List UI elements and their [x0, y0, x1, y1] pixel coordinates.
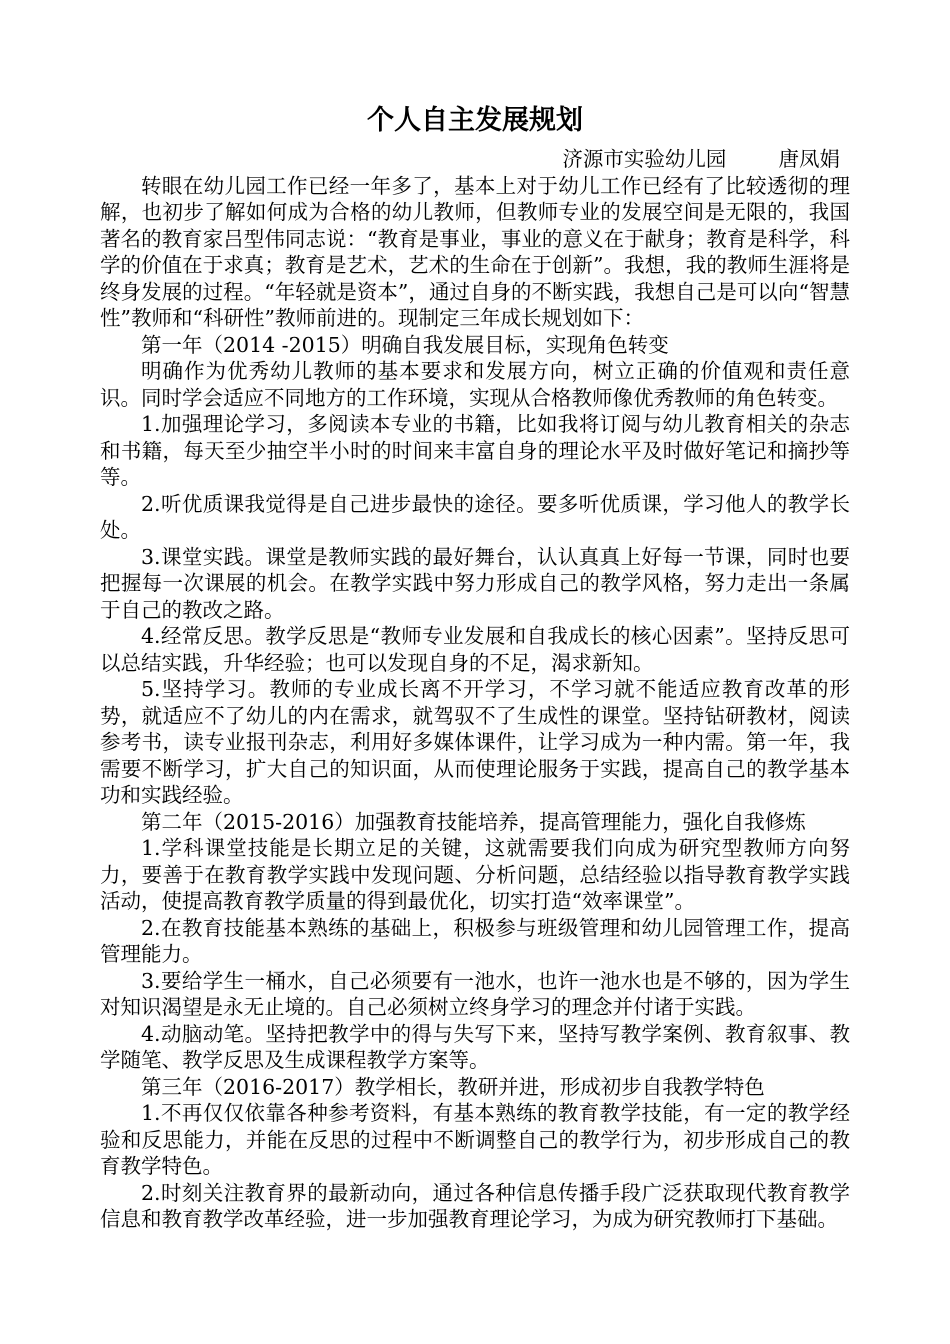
list-item: 4.动脑动笔。坚持把教学中的得与失写下来，坚持写教学案例、教育叙事、教学随笔、教学反思及生成课程教学方案等。 [100, 1021, 850, 1072]
list-item: 4.经常反思。教学反思是“教师专业发展和自我成长的核心因素”。坚持反思可以总结实践，升华经验；也可以发现自身的不足，渴求新知。 [100, 624, 850, 675]
list-item: 1.不再仅仅依靠各种参考资料，有基本熟练的教育教学技能，有一定的教学经验和反思能力，并能在反思的过程中不断调整自己的教学行为，初步形成自己的教育教学特色。 [100, 1101, 850, 1178]
list-item: 2.听优质课我觉得是自己进步最快的途径。要多听优质课，学习他人的教学长处。 [100, 491, 850, 542]
list-item: 3.要给学生一桶水，自己必须要有一池水，也许一池水也是不够的，因为学生对知识渴望是永无止境的。自己必须树立终身学习的理念并付诸于实践。 [100, 968, 850, 1019]
heading-year-one: 第一年（2014 -2015）明确自我发展目标，实现角色转变 [141, 332, 669, 357]
document-page [100, 104, 850, 1233]
list-item: 2.时刻关注教育界的最新动向，通过各种信息传播手段广泛获取现代教育教学信息和教育教学改革经验，进一步加强教育理论学习，为成为研究教师打下基础。 [100, 1180, 850, 1231]
list-item: 1.学科课堂技能是长期立足的关键，这就需要我们向成为研究型教师方向努力，要善于在教育教学实践中发现问题、分析问题，总结经验以指导教育教学实践活动，使提高教育教学质量的得到最优化，切实打造“效率课堂”。 [100, 836, 850, 913]
list-item: 3.课堂实践。课堂是教师实践的最好舞台，认认真真上好每一节课，同时也要把握每一次课展的机会。在教学实践中努力形成自己的教学风格，努力走出一条属于自己的教改之路。 [100, 544, 850, 622]
document-body [100, 173, 850, 1233]
list-item: 5.坚持学习。教师的专业成长离不开学习，不学习就不能适应教育改革的形势，就适应不了幼儿的内在需求，就驾驭不了生成性的课堂。坚持钻研教材，阅读参考书，读专业报刊杂志，利用好多媒体课件，让学习成为一种内需。第一年，我需要不断学习，扩大自己的知识面，从而使理论服务于实践，提高自己的教学基本功和实践经验。 [100, 677, 850, 807]
paragraph: 明确作为优秀幼儿教师的基本要求和发展方向，树立正确的价值观和责任意识。同时学会适应不同地方的工作环境，实现从合格教师像优秀教师的角色转变。 [100, 359, 850, 410]
list-item: 2.在教育技能基本熟练的基础上，积极参与班级管理和幼儿园管理工作，提高管理能力。 [100, 915, 850, 966]
heading-year-two: 第二年（2015-2016）加强教育技能培养，提高管理能力，强化自我修炼 [141, 809, 806, 834]
list-item: 1.加强理论学习，多阅读本专业的书籍，比如我将订阅与幼儿教育相关的杂志和书籍，每天至少抽空半小时的时间来丰富自身的理论水平及时做好笔记和摘抄等等。 [100, 412, 850, 489]
author-byline: 济源市实验幼儿园 唐凤娟 [562, 147, 840, 171]
document-title: 个人自主发展规划 [367, 105, 583, 136]
heading-year-three: 第三年（2016-2017）教学相长，教研并进，形成初步自我教学特色 [141, 1074, 765, 1099]
paragraph-intro: 转眼在幼儿园工作已经一年多了，基本上对于幼儿工作已经有了比较透彻的理解，也初步了解如何成为合格的幼儿教师，但教师专业的发展空间是无限的，我国著名的教育家吕型伟同志说：“教育是事业，事业的意义在于献身；教育是科学，科学的价值在于求真；教育是艺术，艺术的生命在于创新”。我想，我的教师生涯将是终身发展的过程。“年轻就是资本”，通过自身的不断实践，我想自己是可以向“智慧性”教师和“科研性”教师前进的。现制定三年成长规划如下： [100, 173, 850, 330]
